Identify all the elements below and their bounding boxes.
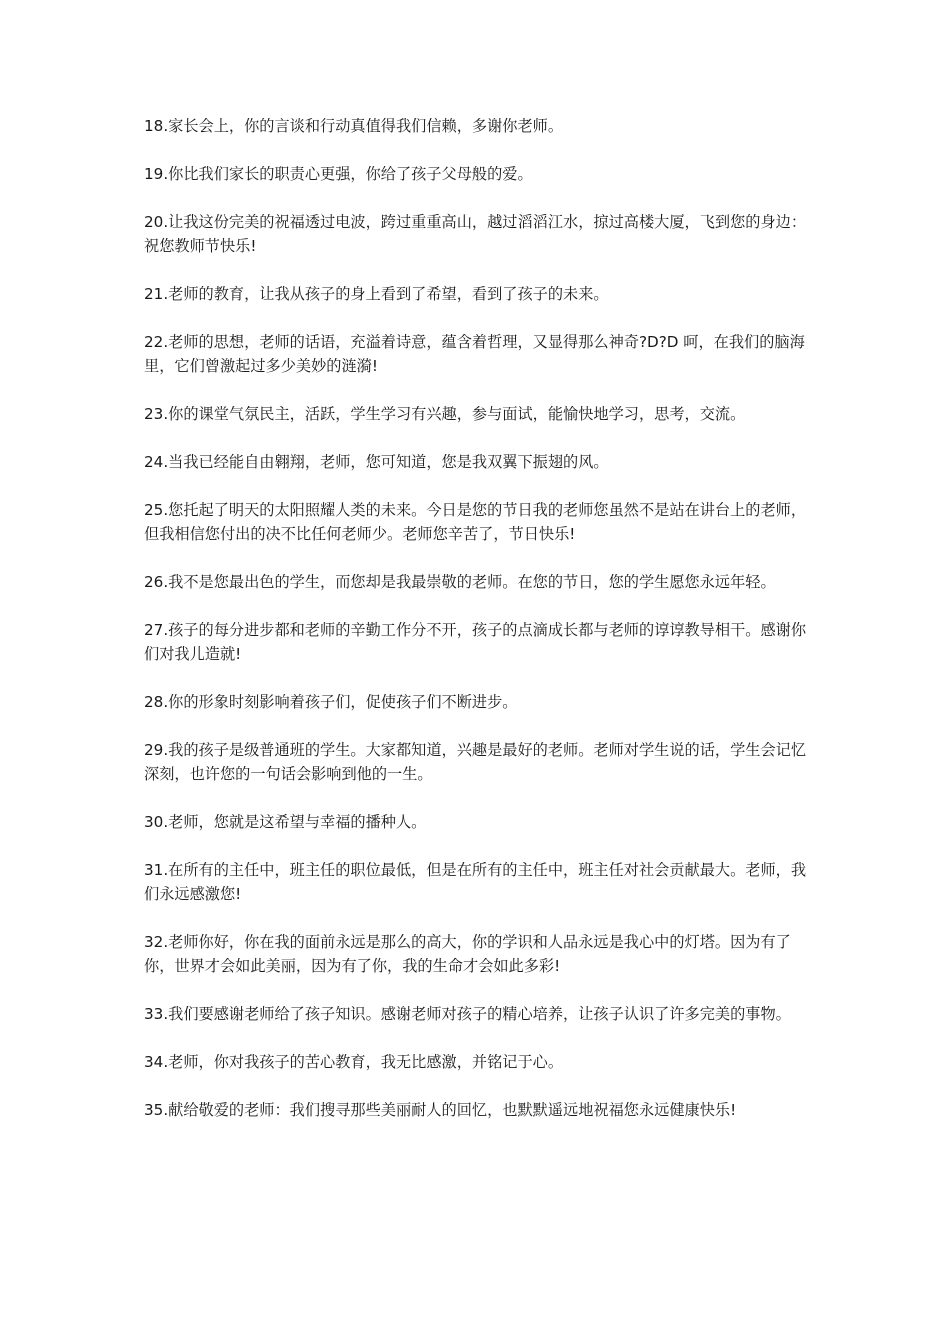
paragraph-28: 28.你的形象时刻影响着孩子们，促使孩子们不断进步。 — [144, 693, 518, 711]
paragraph-23: 23.你的课堂气氛民主，活跃，学生学习有兴趣，参与面试，能愉快地学习，思考，交流。 — [144, 405, 746, 423]
paragraph-29: 29.我的孩子是级普通班的学生。大家都知道，兴趣是最好的老师。老师对学生说的话，学生会记忆深刻，也许您的一句话会影响到他的一生。 — [144, 741, 807, 783]
paragraph-33: 33.我们要感谢老师给了孩子知识。感谢老师对孩子的精心培养，让孩子认识了许多完美的事物。 — [144, 1005, 791, 1023]
paragraph-35: 35.献给敬爱的老师：我们搜寻那些美丽耐人的回忆，也默默遥远地祝福您永远健康快乐! — [144, 1101, 737, 1119]
paragraph-34: 34.老师，你对我孩子的苦心教育，我无比感激，并铭记于心。 — [144, 1053, 564, 1071]
paragraph-20: 20.让我这份完美的祝福透过电波，跨过重重高山，越过滔滔江水，掠过高楼大厦，飞到您的身边：祝您教师节快乐! — [144, 213, 807, 255]
paragraph-19: 19.你比我们家长的职责心更强，你给了孩子父母般的爱。 — [144, 165, 533, 183]
paragraph-25: 25.您托起了明天的太阳照耀人类的未来。今日是您的节日我的老师您虽然不是站在讲台上的老师，但我相信您付出的决不比任何老师少。老师您辛苦了，节日快乐! — [144, 501, 807, 543]
paragraph-27: 27.孩子的每分进步都和老师的辛勤工作分不开，孩子的点滴成长都与老师的谆谆教导相干。感谢你们对我儿造就! — [144, 621, 807, 663]
paragraph-30: 30.老师，您就是这希望与幸福的播种人。 — [144, 813, 427, 831]
paragraph-18: 18.家长会上，你的言谈和行动真值得我们信赖，多谢你老师。 — [144, 117, 564, 135]
paragraph-26: 26.我不是您最出色的学生，而您却是我最崇敬的老师。在您的节日，您的学生愿您永远年轻。 — [144, 573, 776, 591]
paragraph-32: 32.老师你好，你在我的面前永远是那么的高大，你的学识和人品永远是我心中的灯塔。因为有了你，世界才会如此美丽，因为有了你，我的生命才会如此多彩! — [144, 933, 791, 975]
paragraph-24: 24.当我已经能自由翱翔，老师，您可知道，您是我双翼下振翅的风。 — [144, 453, 609, 471]
document-body — [144, 114, 816, 1146]
paragraph-31: 31.在所有的主任中，班主任的职位最低，但是在所有的主任中，班主任对社会贡献最大。老师，我们永远感激您! — [144, 861, 807, 903]
paragraph-21: 21.老师的教育，让我从孩子的身上看到了希望，看到了孩子的未来。 — [144, 285, 609, 303]
paragraph-22: 22.老师的思想，老师的话语，充溢着诗意，蕴含着哲理，又显得那么神奇?D?D 呵，在我们的脑海里，它们曾激起过多少美妙的涟漪! — [144, 333, 805, 375]
